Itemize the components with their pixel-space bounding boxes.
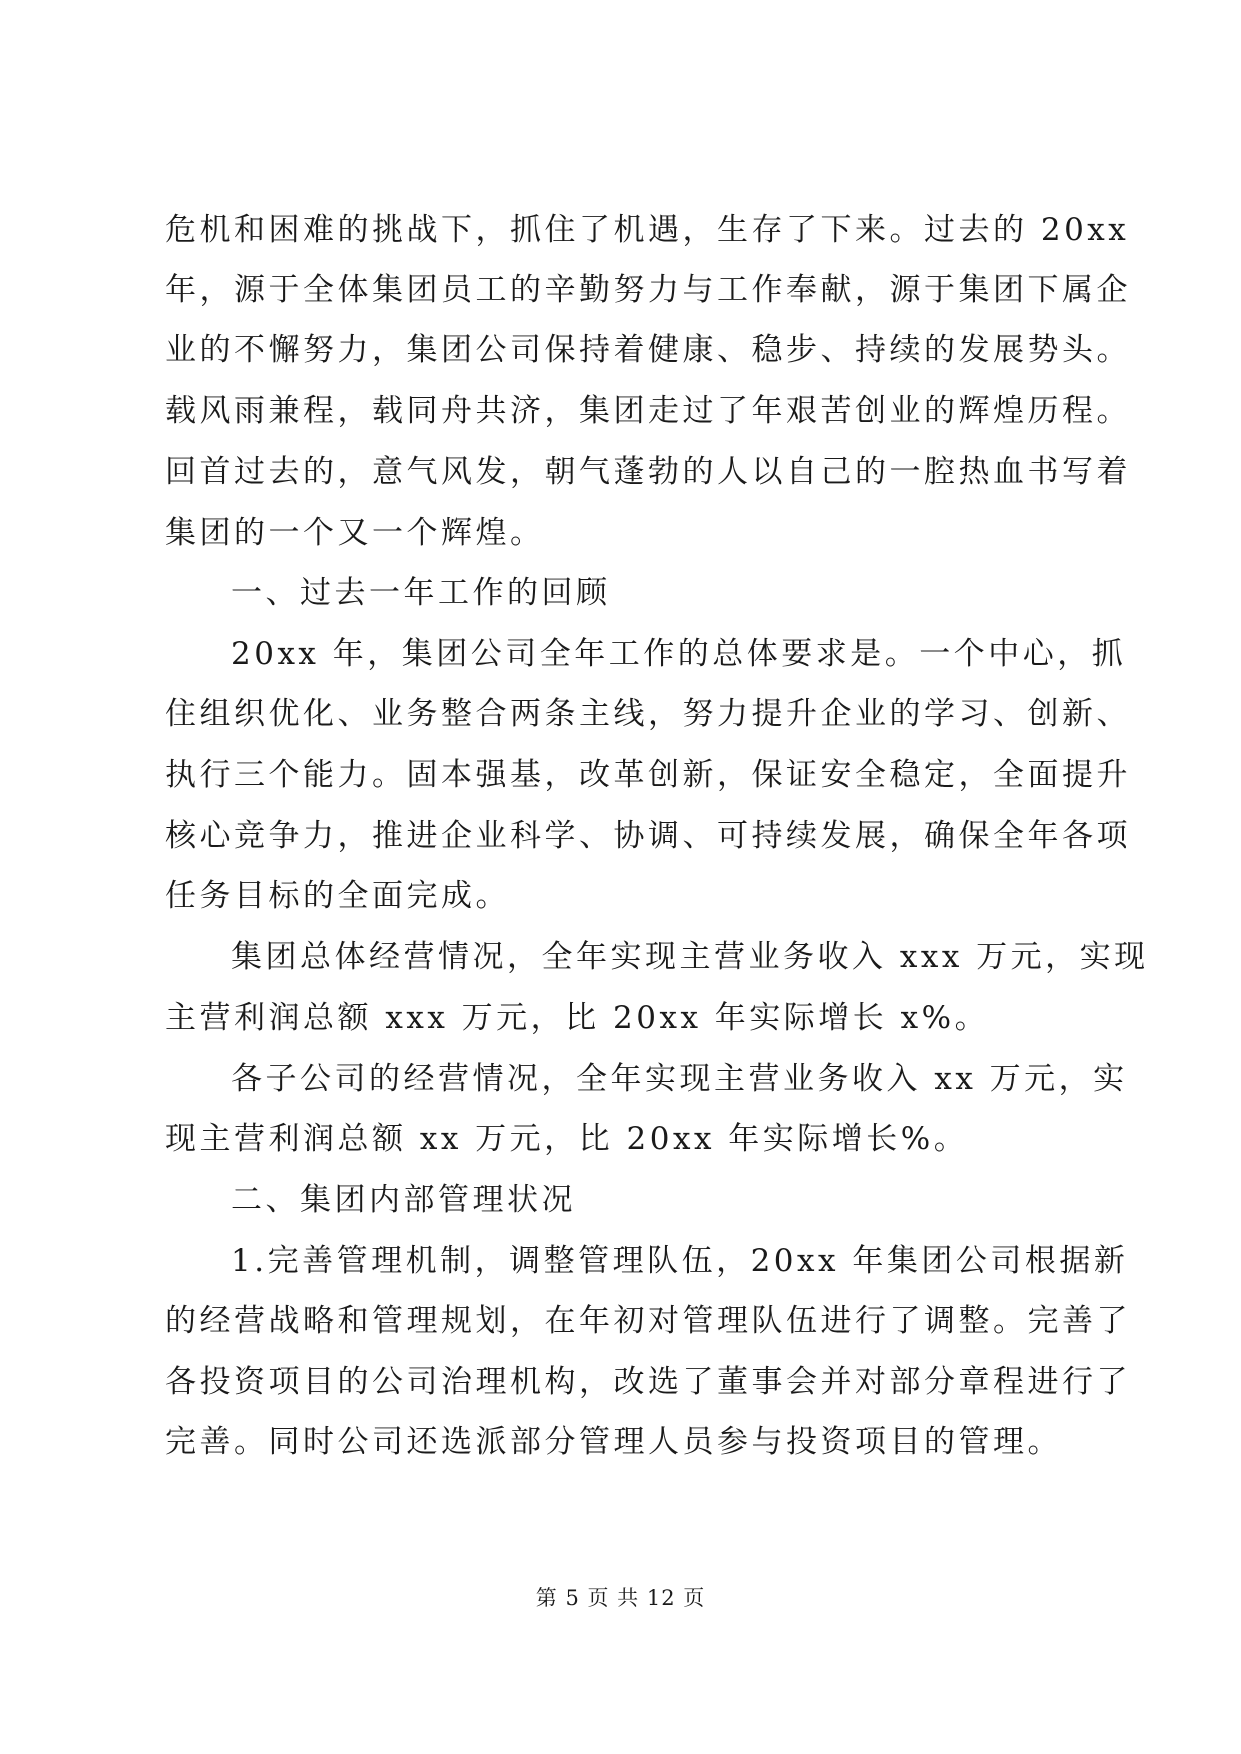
text-line: 年，源于全体集团员工的辛勤努力与工作奉献，源于集团下属企 bbox=[165, 272, 1131, 308]
text-line: 现主营利润总额 xx 万元，比 20xx 年实际增长%。 bbox=[165, 1121, 969, 1157]
text-line: 20xx 年，集团公司全年工作的总体要求是。一个中心，抓 bbox=[231, 636, 1127, 672]
text-line: 任务目标的全面完成。 bbox=[165, 878, 510, 914]
text-line: 主营利润总额 xxx 万元，比 20xx 年实际增长 x%。 bbox=[165, 1000, 990, 1036]
text-line: 集团的一个又一个辉煌。 bbox=[165, 515, 545, 551]
text-line: 住组织优化、业务整合两条主线，努力提升企业的学习、创新、 bbox=[165, 696, 1131, 732]
section-heading: 二、集团内部管理状况 bbox=[231, 1182, 576, 1218]
text-line: 集团总体经营情况，全年实现主营业务收入 xxx 万元，实现 bbox=[231, 939, 1149, 975]
text-line: 完善。同时公司还选派部分管理人员参与投资项目的管理。 bbox=[165, 1424, 1062, 1460]
text-line: 核心竞争力，推进企业科学、协调、可持续发展，确保全年各项 bbox=[165, 818, 1131, 854]
text-line: 危机和困难的挑战下，抓住了机遇，生存了下来。过去的 20xx bbox=[165, 212, 1130, 248]
text-line: 业的不懈努力，集团公司保持着健康、稳步、持续的发展势头。 bbox=[165, 332, 1131, 368]
page-number-footer: 第 5 页 共 12 页 bbox=[535, 1586, 706, 1610]
text-line: 回首过去的，意气风发，朝气蓬勃的人以自己的一腔热血书写着 bbox=[165, 454, 1131, 490]
section-heading: 一、过去一年工作的回顾 bbox=[231, 575, 611, 611]
text-line: 1.完善管理机制，调整管理队伍，20xx 年集团公司根据新 bbox=[231, 1243, 1129, 1279]
text-line: 的经营战略和管理规划，在年初对管理队伍进行了调整。完善了 bbox=[165, 1303, 1131, 1339]
text-line: 载风雨兼程，载同舟共济，集团走过了年艰苦创业的辉煌历程。 bbox=[165, 393, 1131, 429]
text-line: 各子公司的经营情况，全年实现主营业务收入 xx 万元，实 bbox=[231, 1061, 1128, 1097]
text-line: 执行三个能力。固本强基，改革创新，保证安全稳定，全面提升 bbox=[165, 757, 1131, 793]
text-line: 各投资项目的公司治理机构，改选了董事会并对部分章程进行了 bbox=[165, 1364, 1131, 1400]
